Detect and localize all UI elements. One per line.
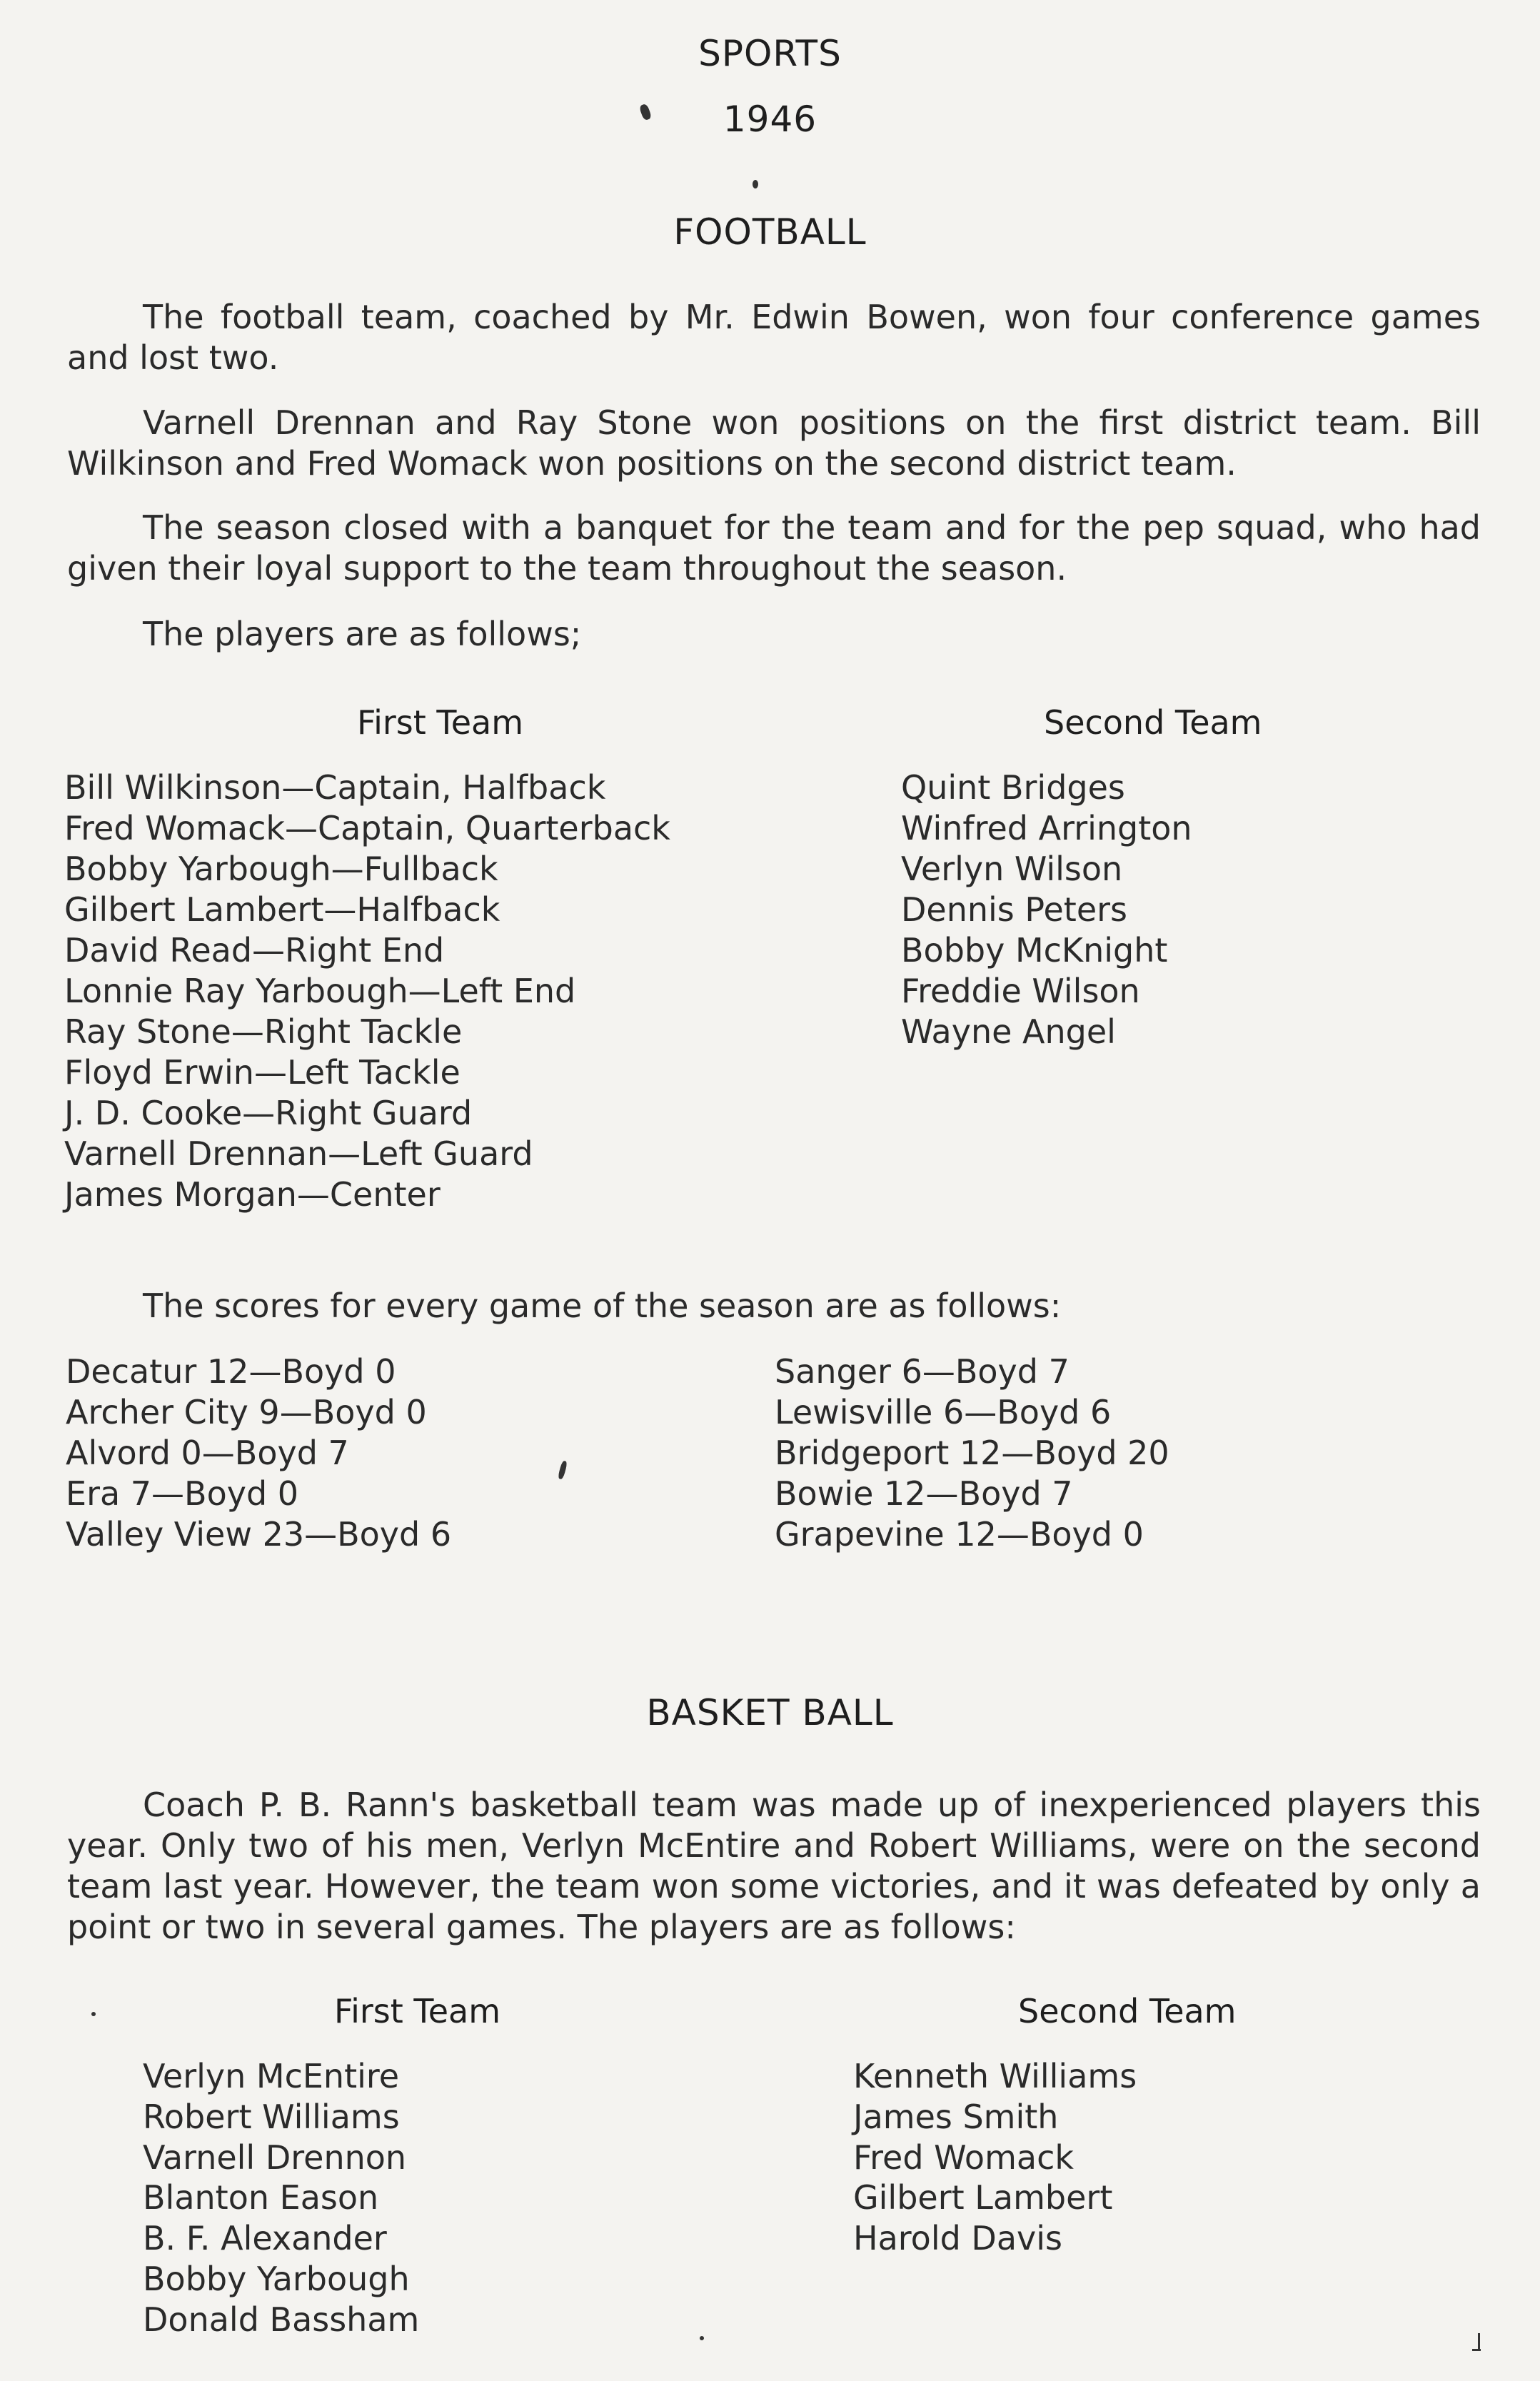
football-second-team-list — [901, 767, 1192, 1052]
ink-speck — [91, 2012, 96, 2016]
list-item: Bobby Yarbough — [143, 2259, 410, 2298]
ink-speck — [1478, 2333, 1480, 2350]
basketball-paragraph: Coach P. B. Rann's basketball team was made up of inexperienced players this year. Only two of his men, Verlyn McEntire and Robert Williams, were on the second team last year. However, the team won some victories, and it was defeated by only a point or two in several games. The players are as follows: — [67, 1786, 1481, 1946]
ink-speck — [753, 180, 758, 188]
basketball-first-team-list — [143, 2056, 419, 2340]
basketball-heading: BASKET BALL — [646, 1692, 894, 1733]
list-item: Bill Wilkinson—Captain, Halfback — [64, 768, 606, 807]
list-item: Floyd Erwin—Left Tackle — [64, 1053, 461, 1092]
football-first-team-heading: First Team — [357, 703, 524, 742]
page-year: 1946 — [723, 99, 817, 140]
football-scores-intro: The scores for every game of the season are as follows: — [143, 1287, 1062, 1325]
list-item: Dennis Peters — [901, 890, 1128, 929]
football-second-team-heading: Second Team — [1044, 703, 1262, 742]
list-item: James Smith — [853, 2097, 1059, 2136]
list-item: Archer City 9—Boyd 0 — [66, 1393, 427, 1431]
list-item: Lonnie Ray Yarbough—Left End — [64, 972, 576, 1010]
list-item: Lewisville 6—Boyd 6 — [775, 1393, 1112, 1431]
list-item: Varnell Drennon — [143, 2138, 407, 2177]
list-item: Robert Williams — [143, 2097, 400, 2136]
football-first-team-list — [64, 767, 670, 1215]
basketball-first-team-heading: First Team — [334, 1992, 501, 2030]
list-item: Ray Stone—Right Tackle — [64, 1012, 463, 1051]
basketball-second-team-list — [853, 2056, 1137, 2259]
list-item: Bowie 12—Boyd 7 — [775, 1474, 1073, 1513]
list-item: Wayne Angel — [901, 1012, 1116, 1051]
list-item: Donald Bassham — [143, 2300, 420, 2339]
list-item: Freddie Wilson — [901, 972, 1140, 1010]
list-item: David Read—Right End — [64, 931, 445, 970]
list-item: Verlyn McEntire — [143, 2057, 400, 2095]
football-paragraph-3: The season closed with a banquet for the team and for the pep squad, who had given their loyal support to the team throughout the season. — [67, 508, 1481, 588]
list-item: Winfred Arrington — [901, 809, 1192, 847]
page-title: SPORTS — [698, 33, 842, 74]
ink-speck — [558, 1460, 568, 1479]
football-paragraph-4: The players are as follows; — [143, 615, 582, 653]
list-item: Bobby McKnight — [901, 931, 1168, 970]
football-paragraph-2: Varnell Drennan and Ray Stone won positions on the first district team. Bill Wilkinson and Fred Womack won positions on the second district team. — [67, 403, 1481, 483]
football-heading: FOOTBALL — [673, 211, 867, 253]
list-item: Decatur 12—Boyd 0 — [66, 1352, 396, 1391]
ink-speck — [700, 2336, 704, 2340]
list-item: Valley View 23—Boyd 6 — [66, 1515, 452, 1554]
football-paragraph-1: The football team, coached by Mr. Edwin Bowen, won four conference games and lost two. — [67, 298, 1481, 377]
basketball-second-team-heading: Second Team — [1018, 1992, 1237, 2030]
list-item: Era 7—Boyd 0 — [66, 1474, 299, 1513]
list-item: James Morgan—Center — [64, 1175, 441, 1214]
list-item: B. F. Alexander — [143, 2219, 387, 2258]
list-item: Bobby Yarbough—Fullback — [64, 850, 498, 888]
football-scores-left — [66, 1351, 451, 1555]
list-item: J. D. Cooke—Right Guard — [64, 1094, 473, 1132]
list-item: Kenneth Williams — [853, 2057, 1137, 2095]
list-item: Harold Davis — [853, 2219, 1063, 2258]
list-item: Gilbert Lambert — [853, 2178, 1113, 2218]
list-item: Sanger 6—Boyd 7 — [775, 1352, 1070, 1391]
list-item: Quint Bridges — [901, 768, 1125, 807]
list-item: Bridgeport 12—Boyd 20 — [775, 1434, 1169, 1472]
list-item: Fred Womack — [853, 2138, 1074, 2177]
list-item: Gilbert Lambert—Halfback — [64, 890, 500, 929]
list-item: Varnell Drennan—Left Guard — [64, 1134, 533, 1173]
list-item: Grapevine 12—Boyd 0 — [775, 1515, 1144, 1554]
football-scores-right — [775, 1351, 1169, 1555]
list-item: Blanton Eason — [143, 2178, 379, 2218]
list-item: Verlyn Wilson — [901, 850, 1123, 888]
list-item: Fred Womack—Captain, Quarterback — [64, 809, 670, 847]
list-item: Alvord 0—Boyd 7 — [66, 1434, 349, 1472]
